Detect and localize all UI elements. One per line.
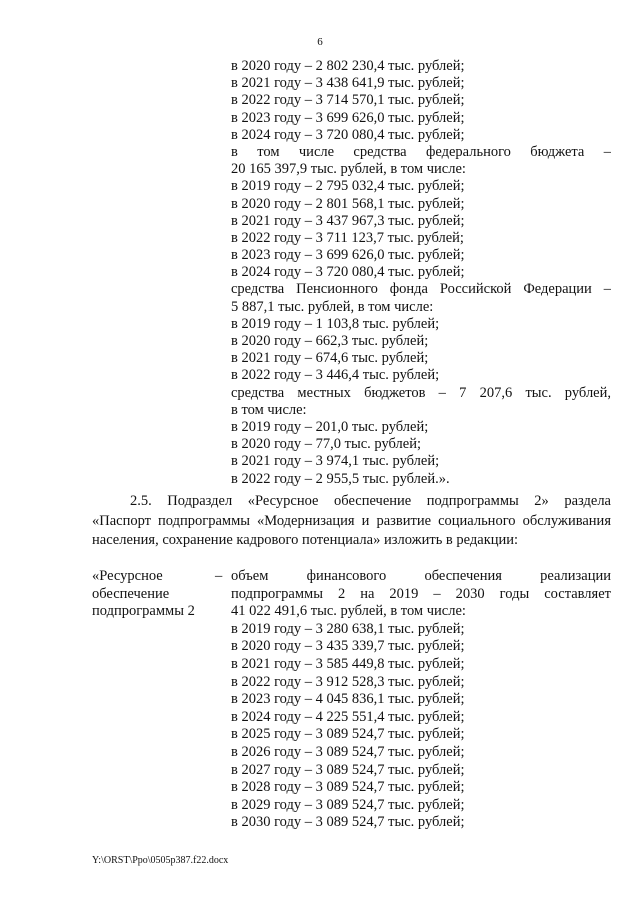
page-number: 6: [317, 36, 323, 48]
federal-budget-heading: в том числе средства федерального бюджета –: [231, 143, 611, 160]
funding-line: в 2021 году – 674,6 тыс. рублей;: [231, 350, 429, 367]
funding-total: 41 022 491,6 тыс. рублей, в том числе:: [231, 603, 466, 620]
funding-line: в 2025 году – 3 089 524,7 тыс. рублей;: [231, 726, 465, 743]
funding-line: подпрограммы 2 на 2019 – 2030 годы составляет: [231, 585, 611, 602]
label-line: «Ресурсное: [92, 568, 163, 584]
section-2-5-paragraph: [92, 492, 611, 551]
funding-line: в 2021 году – 3 585 449,8 тыс. рублей;: [231, 655, 465, 672]
funding-line: в 2022 году – 3 714 570,1 тыс. рублей;: [231, 92, 465, 109]
funding-line: в 2024 году – 4 225 551,4 тыс. рублей;: [231, 708, 465, 725]
funding-breakdown-block: [231, 58, 611, 488]
federal-budget-total: 20 165 397,9 тыс. рублей, в том числе:: [231, 161, 466, 178]
funding-line: в 2019 году – 3 280 638,1 тыс. рублей;: [231, 620, 465, 637]
funding-line: в 2022 году – 2 955,5 тыс. рублей.».: [231, 470, 450, 487]
funding-line: в 2019 году – 201,0 тыс. рублей;: [231, 418, 429, 435]
resource-label: [92, 568, 222, 621]
funding-line: в 2023 году – 4 045 836,1 тыс. рублей;: [231, 691, 465, 708]
label-dash: –: [215, 568, 223, 584]
label-line: подпрограммы 2: [92, 603, 195, 620]
funding-line: в 2022 году – 3 446,4 тыс. рублей;: [231, 367, 440, 384]
funding-line: в 2020 году – 2 802 230,4 тыс. рублей;: [231, 58, 465, 74]
funding-line: в том числе:: [231, 401, 307, 418]
local-budgets-heading: средства местных бюджетов – 7 207,6 тыс. рублей,: [231, 384, 611, 401]
funding-line: в 2021 году – 3 438 641,9 тыс. рублей;: [231, 75, 465, 92]
funding-line: в 2030 году – 3 089 524,7 тыс. рублей;: [231, 814, 465, 831]
funding-line: в 2024 году – 3 720 080,4 тыс. рублей;: [231, 264, 465, 281]
resource-funding-block: [231, 568, 611, 832]
section-line: 2.5. Подраздел «Ресурсное обеспечение подпрограммы 2» раздела: [130, 493, 611, 509]
funding-line: в 2027 году – 3 089 524,7 тыс. рублей;: [231, 761, 465, 778]
funding-line: в 2020 году – 662,3 тыс. рублей;: [231, 333, 429, 349]
funding-line: в 2028 году – 3 089 524,7 тыс. рублей;: [231, 779, 465, 796]
funding-line: в 2023 году – 3 699 626,0 тыс. рублей;: [231, 247, 465, 264]
funding-line: в 2021 году – 3 974,1 тыс. рублей;: [231, 453, 440, 470]
funding-line: в 2026 году – 3 089 524,7 тыс. рублей;: [231, 743, 465, 760]
funding-line: в 2020 году – 2 801 568,1 тыс. рублей;: [231, 195, 465, 212]
section-line: «Паспорт подпрограммы «Модернизация и развитие социального обслуживания: [92, 512, 611, 529]
funding-line: объем финансового обеспечения реализации: [231, 568, 611, 584]
funding-line: в 2029 году – 3 089 524,7 тыс. рублей;: [231, 796, 465, 813]
funding-line: в 2020 году – 77,0 тыс. рублей;: [231, 436, 422, 453]
funding-line: в 2019 году – 1 103,8 тыс. рублей;: [231, 315, 440, 332]
funding-line: в 2020 году – 3 435 339,7 тыс. рублей;: [231, 638, 465, 655]
funding-line: в 2021 году – 3 437 967,3 тыс. рублей;: [231, 212, 465, 229]
pension-fund-heading: средства Пенсионного фонда Российской Федерации –: [231, 281, 611, 298]
label-line: обеспечение: [92, 585, 170, 602]
pension-fund-total: 5 887,1 тыс. рублей, в том числе:: [231, 298, 434, 315]
file-path-footer: Y:\ORST\Ppo\0505p387.f22.docx: [92, 855, 229, 866]
funding-line: в 2023 году – 3 699 626,0 тыс. рублей;: [231, 109, 465, 126]
section-line: населения, сохранение кадрового потенциала» изложить в редакции:: [92, 532, 519, 548]
funding-line: в 2019 году – 2 795 032,4 тыс. рублей;: [231, 178, 465, 195]
funding-line: в 2022 году – 3 912 528,3 тыс. рублей;: [231, 673, 465, 690]
funding-line: в 2022 году – 3 711 123,7 тыс. рублей;: [231, 229, 464, 246]
funding-line: в 2024 году – 3 720 080,4 тыс. рублей;: [231, 126, 465, 143]
